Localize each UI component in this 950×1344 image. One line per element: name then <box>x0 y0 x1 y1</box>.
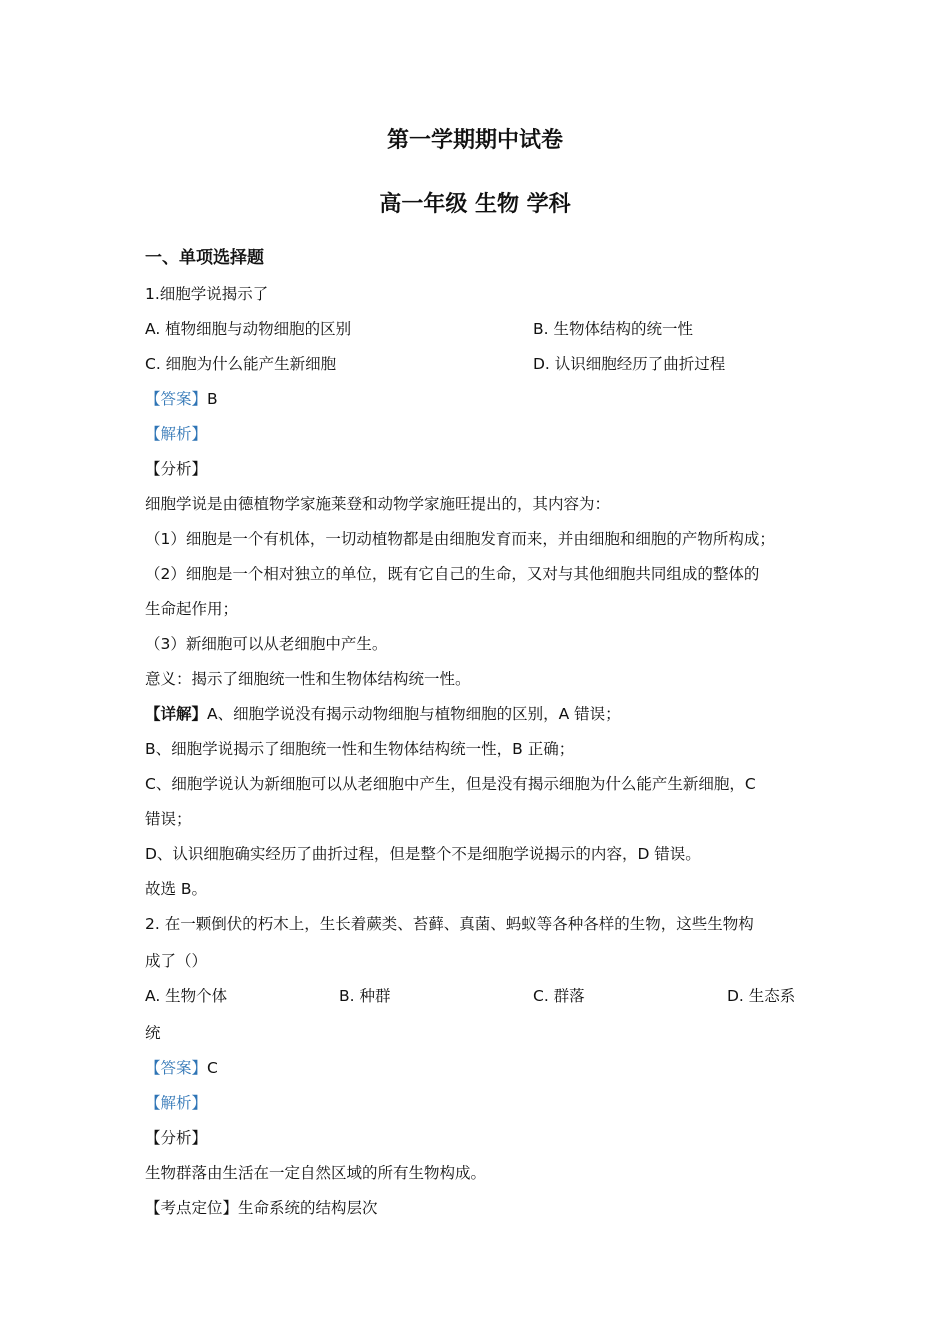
q1-analysis-line: 生命起作用； <box>145 600 239 618</box>
q1-option-d: D. 认识细胞经历了曲折过程 <box>533 355 726 373</box>
q2-answer-label: 【答案】 <box>145 1059 208 1077</box>
q1-option-b: B. 生物体结构的统一性 <box>533 320 693 338</box>
q1-detail-line <box>145 703 621 725</box>
q1-option-c: C. 细胞为什么能产生新细胞 <box>145 355 337 373</box>
q1-answer-value: B <box>207 390 218 408</box>
q1-answer-label: 【答案】 <box>145 390 208 408</box>
q1-analysis-line: （1）细胞是一个有机体，一切动植物都是由细胞发育而来，并由细胞和细胞的产物所构成； <box>145 530 775 548</box>
q1-analysis-line: （2）细胞是一个相对独立的单位，既有它自己的生命，又对与其他细胞共同组成的整体的 <box>145 565 760 583</box>
q1-detail-line: 故选 B。 <box>145 880 208 898</box>
q2-option-wrap: 统 <box>145 1024 161 1042</box>
q1-detail-line: C、细胞学说认为新细胞可以从老细胞中产生，但是没有揭示细胞为什么能产生新细胞，C <box>145 775 756 793</box>
q2-answer-line <box>145 1057 218 1079</box>
q2-kaodian-label: 【考点定位】 <box>145 1199 239 1217</box>
q1-analysis-line: 意义：揭示了细胞统一性和生物体结构统一性。 <box>145 670 471 688</box>
section-heading: 一、单项选择题 <box>145 248 264 268</box>
q2-stem: 成了（） <box>145 952 208 970</box>
q1-analysis-line: （3）新细胞可以从老细胞中产生。 <box>145 635 388 653</box>
q1-detail-text: A、细胞学说没有揭示动物细胞与植物细胞的区别，A 错误； <box>207 705 621 723</box>
q1-stem: 1.细胞学说揭示了 <box>145 285 269 303</box>
q2-answer-value: C <box>207 1059 218 1077</box>
q1-analysis-line: 细胞学说是由德植物学家施莱登和动物学家施旺提出的，其内容为： <box>145 495 611 513</box>
q1-option-a: A. 植物细胞与动物细胞的区别 <box>145 320 352 338</box>
q2-jiexi-label: 【解析】 <box>145 1094 208 1112</box>
q1-fenxi-label: 【分析】 <box>145 460 208 478</box>
q2-kaodian-text: 生命系统的结构层次 <box>238 1199 378 1217</box>
q2-kaodian-line <box>145 1197 378 1219</box>
q1-detail-line: B、细胞学说揭示了细胞统一性和生物体结构统一性，B 正确； <box>145 740 575 758</box>
exam-title: 第一学期期中试卷 <box>386 128 563 153</box>
q2-analysis-line: 生物群落由生活在一定自然区域的所有生物构成。 <box>145 1164 487 1182</box>
exam-subtitle: 高一年级 生物 学科 <box>379 192 571 217</box>
q2-fenxi-label: 【分析】 <box>145 1129 208 1147</box>
q2-option-a: A. 生物个体 <box>145 987 228 1005</box>
q1-answer-line <box>145 388 218 410</box>
q2-option-d: D. 生态系 <box>727 987 796 1005</box>
q1-detail-line: 错误； <box>145 810 192 828</box>
q2-option-c: C. 群落 <box>533 987 585 1005</box>
q2-option-b: B. 种群 <box>339 987 391 1005</box>
q1-detail-line: D、认识细胞确实经历了曲折过程，但是整个不是细胞学说揭示的内容，D 错误。 <box>145 845 701 863</box>
q2-stem: 2. 在一颗倒伏的朽木上，生长着蕨类、苔藓、真菌、蚂蚁等各种各样的生物，这些生物构 <box>145 915 754 933</box>
q1-detail-label: 【详解】 <box>145 705 208 723</box>
q1-jiexi-label: 【解析】 <box>145 425 208 443</box>
